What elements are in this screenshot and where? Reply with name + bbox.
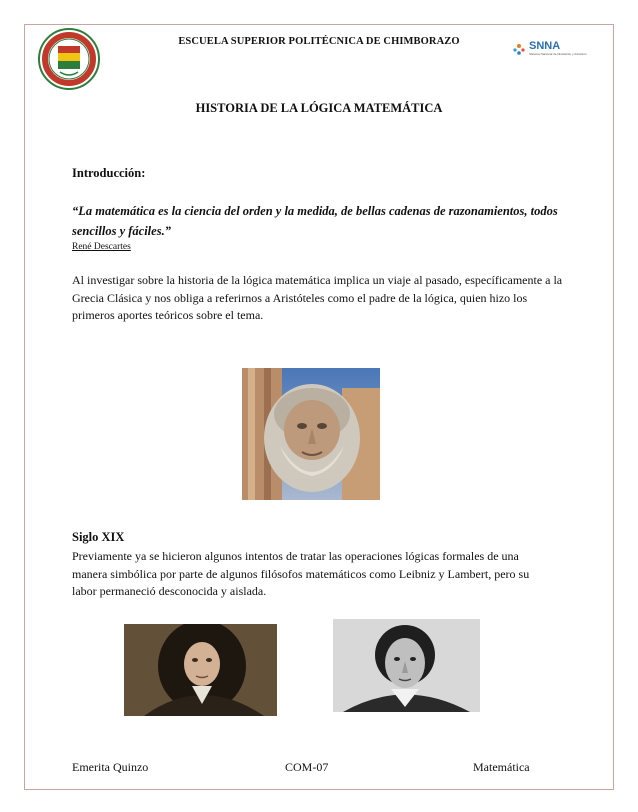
snna-logo-icon [512,38,596,60]
footer-subject: Matemática [473,760,530,774]
quote-author: René Descartes [72,242,131,252]
aristotle-bust-photo [242,368,380,500]
intro-heading: Introducción: [72,166,146,180]
footer-author: Emerita Quinzo [72,760,149,774]
section-paragraph: Previamente ya se hicieron algunos intentos de tratar las operaciones lógicas formales de una manera simbólica por parte de algunos filósofos matemáticos como Leibniz y Lambert, pero su labor permaneció desconocida y aislada. [72,549,530,598]
page-title: HISTORIA DE LA LÓGICA MATEMÁTICA [195,101,443,115]
school-name: ESCUELA SUPERIOR POLITÉCNICA DE CHIMBORAZO [178,36,460,47]
section-heading: Siglo XIX [72,530,125,544]
lambert-portrait [333,619,480,712]
snna-logo-subtext: Sistema Nacional de Nivelación y Admisión [529,52,587,56]
intro-paragraph: Al investigar sobre la historia de la lógica matemática implica un viaje al pasado, específicamente a la Grecia Clásica y nos obliga a referirnos a Aristóteles como el padre de la lógica, quien hizo los primeros aportes teóricos sobre el tema. [72,273,563,322]
leibniz-portrait [124,624,277,716]
footer-course: COM-07 [285,760,329,774]
quote: “La matemática es la ciencia del orden y la medida, de bellas cadenas de razonamientos, todos sencillos y fáciles.” [72,204,558,238]
snna-logo-text: SNNA [529,40,561,52]
